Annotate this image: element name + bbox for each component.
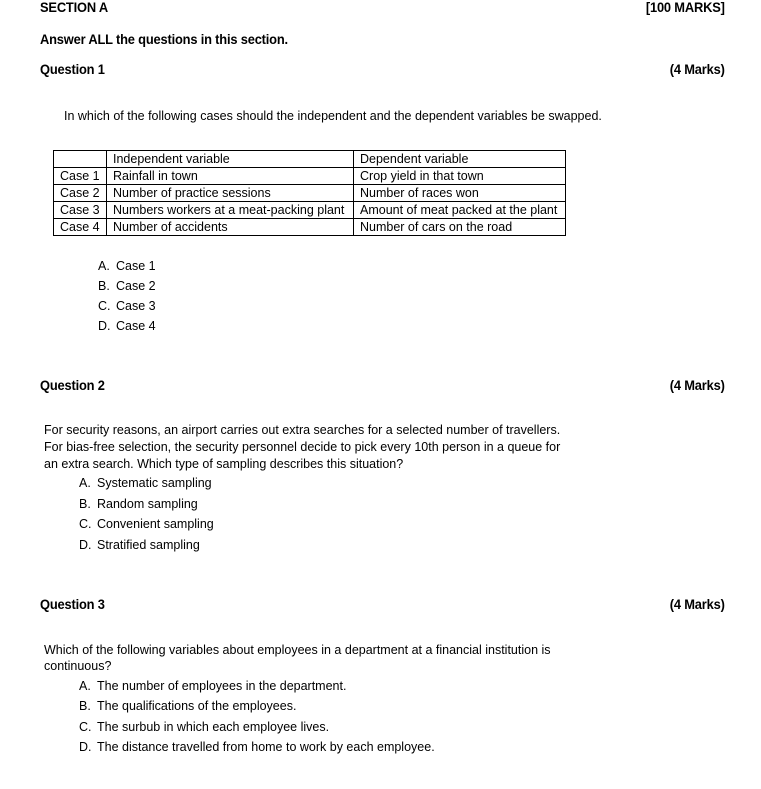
- question-2-line-1: For security reasons, an airport carries out extra searches for a selected number of travellers.: [44, 423, 561, 437]
- table-header-cell: Dependent variable: [354, 151, 566, 168]
- option-letter: A.: [79, 679, 91, 693]
- question-1-text: In which of the following cases should the independent and the dependent variables be swapped.: [64, 109, 602, 123]
- table-cell: Case 3: [54, 202, 107, 219]
- option-letter: B.: [79, 699, 91, 713]
- option-text: The distance travelled from home to work by each employee.: [97, 740, 435, 754]
- question-2-option-d[interactable]: [79, 538, 200, 552]
- table-header-cell: [54, 151, 107, 168]
- table-row: [54, 185, 566, 202]
- table-cell: Numbers workers at a meat-packing plant: [107, 202, 354, 219]
- table-header-cell: Independent variable: [107, 151, 354, 168]
- table-cell: Case 1: [54, 168, 107, 185]
- section-instruction: Answer ALL the questions in this section.: [40, 31, 288, 47]
- question-1-marks: (4 Marks): [670, 61, 725, 77]
- question-2-line-3: an extra search. Which type of sampling describes this situation?: [44, 457, 404, 471]
- question-3-line-2: continuous?: [44, 659, 112, 673]
- question-2-marks: (4 Marks): [670, 377, 725, 393]
- table-cell: Number of practice sessions: [107, 185, 354, 202]
- option-letter: B.: [98, 279, 110, 293]
- option-text: Systematic sampling: [97, 476, 212, 490]
- question-3-line-1: Which of the following variables about employees in a department at a financial institution is: [44, 643, 551, 657]
- question-1-label: Question 1: [40, 61, 105, 77]
- table-cell: Amount of meat packed at the plant: [354, 202, 566, 219]
- table-cell: Crop yield in that town: [354, 168, 566, 185]
- option-letter: B.: [79, 497, 91, 511]
- table-cell: Number of cars on the road: [354, 219, 566, 236]
- option-letter: A.: [79, 476, 91, 490]
- option-text: Case 3: [116, 299, 156, 313]
- option-letter: D.: [79, 538, 92, 552]
- option-letter: C.: [79, 517, 92, 531]
- option-text: The number of employees in the department.: [97, 679, 347, 693]
- question-2-option-b[interactable]: [79, 497, 198, 511]
- option-text: The qualifications of the employees.: [97, 699, 297, 713]
- option-letter: C.: [79, 720, 92, 734]
- option-letter: A.: [98, 259, 110, 273]
- option-text: The surbub in which each employee lives.: [97, 720, 330, 734]
- question-1-option-b[interactable]: [98, 279, 156, 293]
- option-text: Case 1: [116, 259, 156, 273]
- question-2-label: Question 2: [40, 377, 105, 393]
- table-header-row: [54, 151, 566, 168]
- option-text: Case 2: [116, 279, 156, 293]
- section-title: SECTION A: [40, 0, 109, 15]
- table-row: [54, 202, 566, 219]
- question-3-option-c[interactable]: [79, 720, 329, 734]
- question-3-option-d[interactable]: [79, 740, 435, 754]
- table-cell: Number of races won: [354, 185, 566, 202]
- option-text: Random sampling: [97, 497, 198, 511]
- question-1-option-c[interactable]: [98, 299, 156, 313]
- question-2-option-c[interactable]: [79, 517, 214, 531]
- table-row: [54, 219, 566, 236]
- table-row: [54, 168, 566, 185]
- question-2-line-2: For bias-free selection, the security personnel decide to pick every 10th person in a queue for: [44, 440, 561, 454]
- question-1-option-a[interactable]: [98, 259, 156, 273]
- section-marks: [100 MARKS]: [646, 0, 725, 15]
- option-text: Case 4: [116, 319, 156, 333]
- question-3-marks: (4 Marks): [670, 596, 725, 612]
- table-cell: Rainfall in town: [107, 168, 354, 185]
- option-text: Stratified sampling: [97, 538, 200, 552]
- question-3-option-a[interactable]: [79, 679, 346, 693]
- option-letter: D.: [79, 740, 92, 754]
- table-cell: Number of accidents: [107, 219, 354, 236]
- table-cell: Case 4: [54, 219, 107, 236]
- option-letter: C.: [98, 299, 111, 313]
- question-3-option-b[interactable]: [79, 699, 296, 713]
- question-2-option-a[interactable]: [79, 476, 212, 490]
- cases-table: [53, 150, 566, 236]
- question-1-option-d[interactable]: [98, 319, 156, 333]
- table-cell: Case 2: [54, 185, 107, 202]
- option-text: Convenient sampling: [97, 517, 214, 531]
- option-letter: D.: [98, 319, 111, 333]
- question-3-label: Question 3: [40, 596, 105, 612]
